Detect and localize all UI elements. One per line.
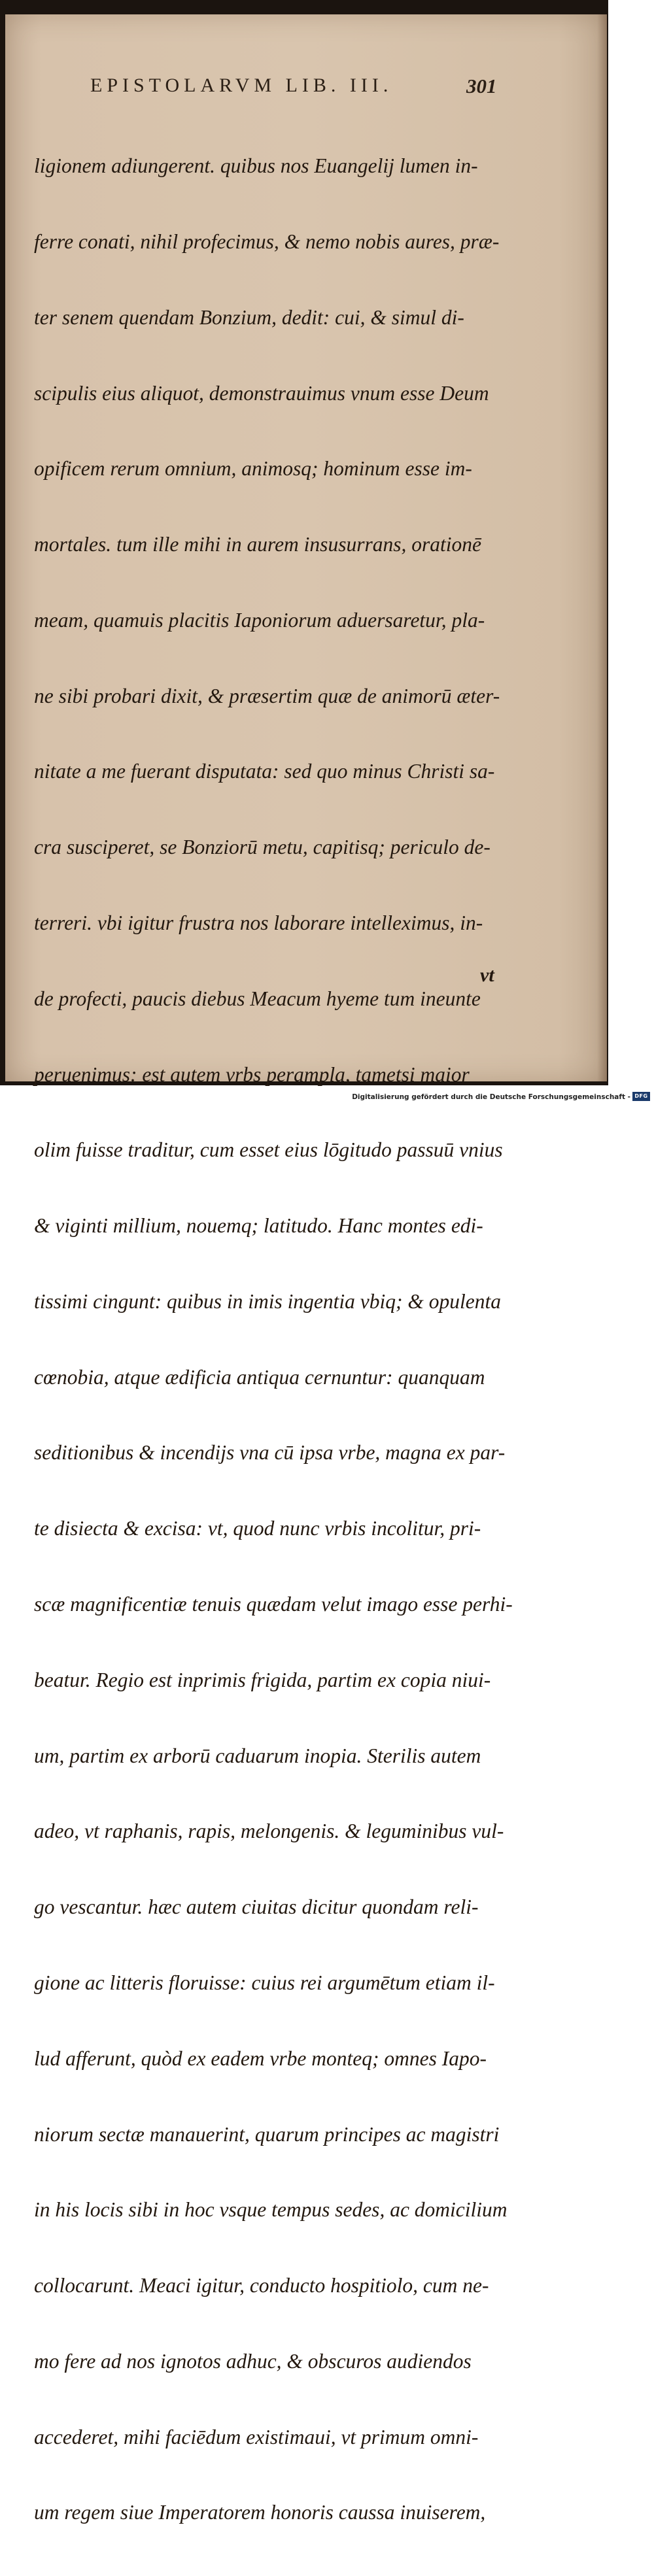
text-line: & viginti millium, nouemq; latitudo. Hanc montes edi-	[34, 1214, 483, 1238]
text-line: ferre conati, nihil profecimus, & nemo nobis aures, præ-	[34, 229, 500, 253]
text-line: lud afferunt, quòd ex eadem vrbe monteq; omnes Iapo-	[34, 2046, 487, 2070]
text-line: cra susciperet, se Bonziorū metu, capitisq; periculo de-	[34, 836, 490, 859]
text-line: olim fuisse traditur, cum esset eius lōgitudo passuū vnius	[34, 1138, 503, 1162]
running-title: EPISTOLARVM LIB. III.	[90, 75, 393, 96]
catchword: vt	[480, 964, 494, 986]
text-line: collocarunt. Meaci igitur, conducto hospitiolo, cum ne-	[34, 2274, 489, 2297]
text-line: adeo, vt raphanis, rapis, melongenis. & leguminibus vul-	[34, 1820, 504, 1843]
text-line: mortales. tum ille mihi in aurem insusurrans, orationē	[34, 533, 481, 556]
text-line: tissimi cingunt: quibus in imis ingentia vbiq; & opulenta	[34, 1289, 501, 1313]
text-block	[34, 103, 511, 2576]
text-line: niorum sectæ manauerint, quarum principes ac magistri	[34, 2122, 500, 2146]
text-line: in his locis sibi in hoc vsque tempus sedes, ac domicilium	[34, 2198, 508, 2222]
text-line: cœnobia, atque ædificia antiqua cernuntur: quanquam	[34, 1365, 485, 1389]
text-line: seditionibus & incendijs vna cū ipsa vrbe, magna ex par-	[34, 1441, 506, 1465]
text-line: ne sibi probari dixit, & præsertim quæ de animorū æter-	[34, 684, 500, 707]
running-head	[90, 75, 509, 101]
text-line: terreri. vbi igitur frustra nos laborare intelleximus, in-	[34, 911, 483, 934]
text-line: gione ac litteris floruisse: cuius rei argumētum etiam il-	[34, 1971, 495, 1994]
text-line: opificem rerum omnium, animosq; hominum esse im-	[34, 457, 472, 481]
text-line: accederet, mihi faciēdum existimaui, vt primum omni-	[34, 2425, 479, 2449]
text-line: scipulis eius aliquot, demonstrauimus vnum esse Deum	[34, 381, 489, 405]
text-line: meam, quamuis placitis Iaponiorum aduersaretur, pla-	[34, 608, 485, 632]
text-line: nitate a me fuerant disputata: sed quo minus Christi sa-	[34, 760, 495, 783]
text-line: ligionem adiungerent. quibus nos Euangelij lumen in-	[34, 154, 478, 178]
text-line: te disiecta & excisa: vt, quod nunc vrbis incolitur, pri-	[34, 1517, 481, 1540]
text-line: ter senem quendam Bonzium, dedit: cui, & simul di-	[34, 305, 464, 329]
dfg-logo: DFG	[632, 1092, 650, 1101]
page-number: 301	[466, 75, 497, 97]
funding-credit: Digitalisierung gefördert durch die Deutsche Forschungsgemeinschaft -	[352, 1093, 630, 1101]
text-line: beatur. Regio est inprimis frigida, partim ex copia niui-	[34, 1668, 491, 1691]
text-line: de profecti, paucis diebus Meacum hyeme tum ineunte	[34, 987, 481, 1010]
text-line: um, partim ex arborū caduarum inopia. Sterilis autem	[34, 1744, 481, 1767]
text-line: mo fere ad nos ignotos adhuc, & obscuros audiendos	[34, 2349, 472, 2373]
text-line: peruenimus: est autem vrbs perampla, tametsi maior	[34, 1062, 470, 1086]
text-line: scæ magnificentiæ tenuis quædam velut imago esse perhi-	[34, 1593, 513, 1616]
text-line: um regem siue Imperatorem honoris caussa inuiserem,	[34, 2501, 486, 2524]
text-line: go vescantur. hæc autem ciuitas dicitur quondam reli-	[34, 1895, 479, 1919]
